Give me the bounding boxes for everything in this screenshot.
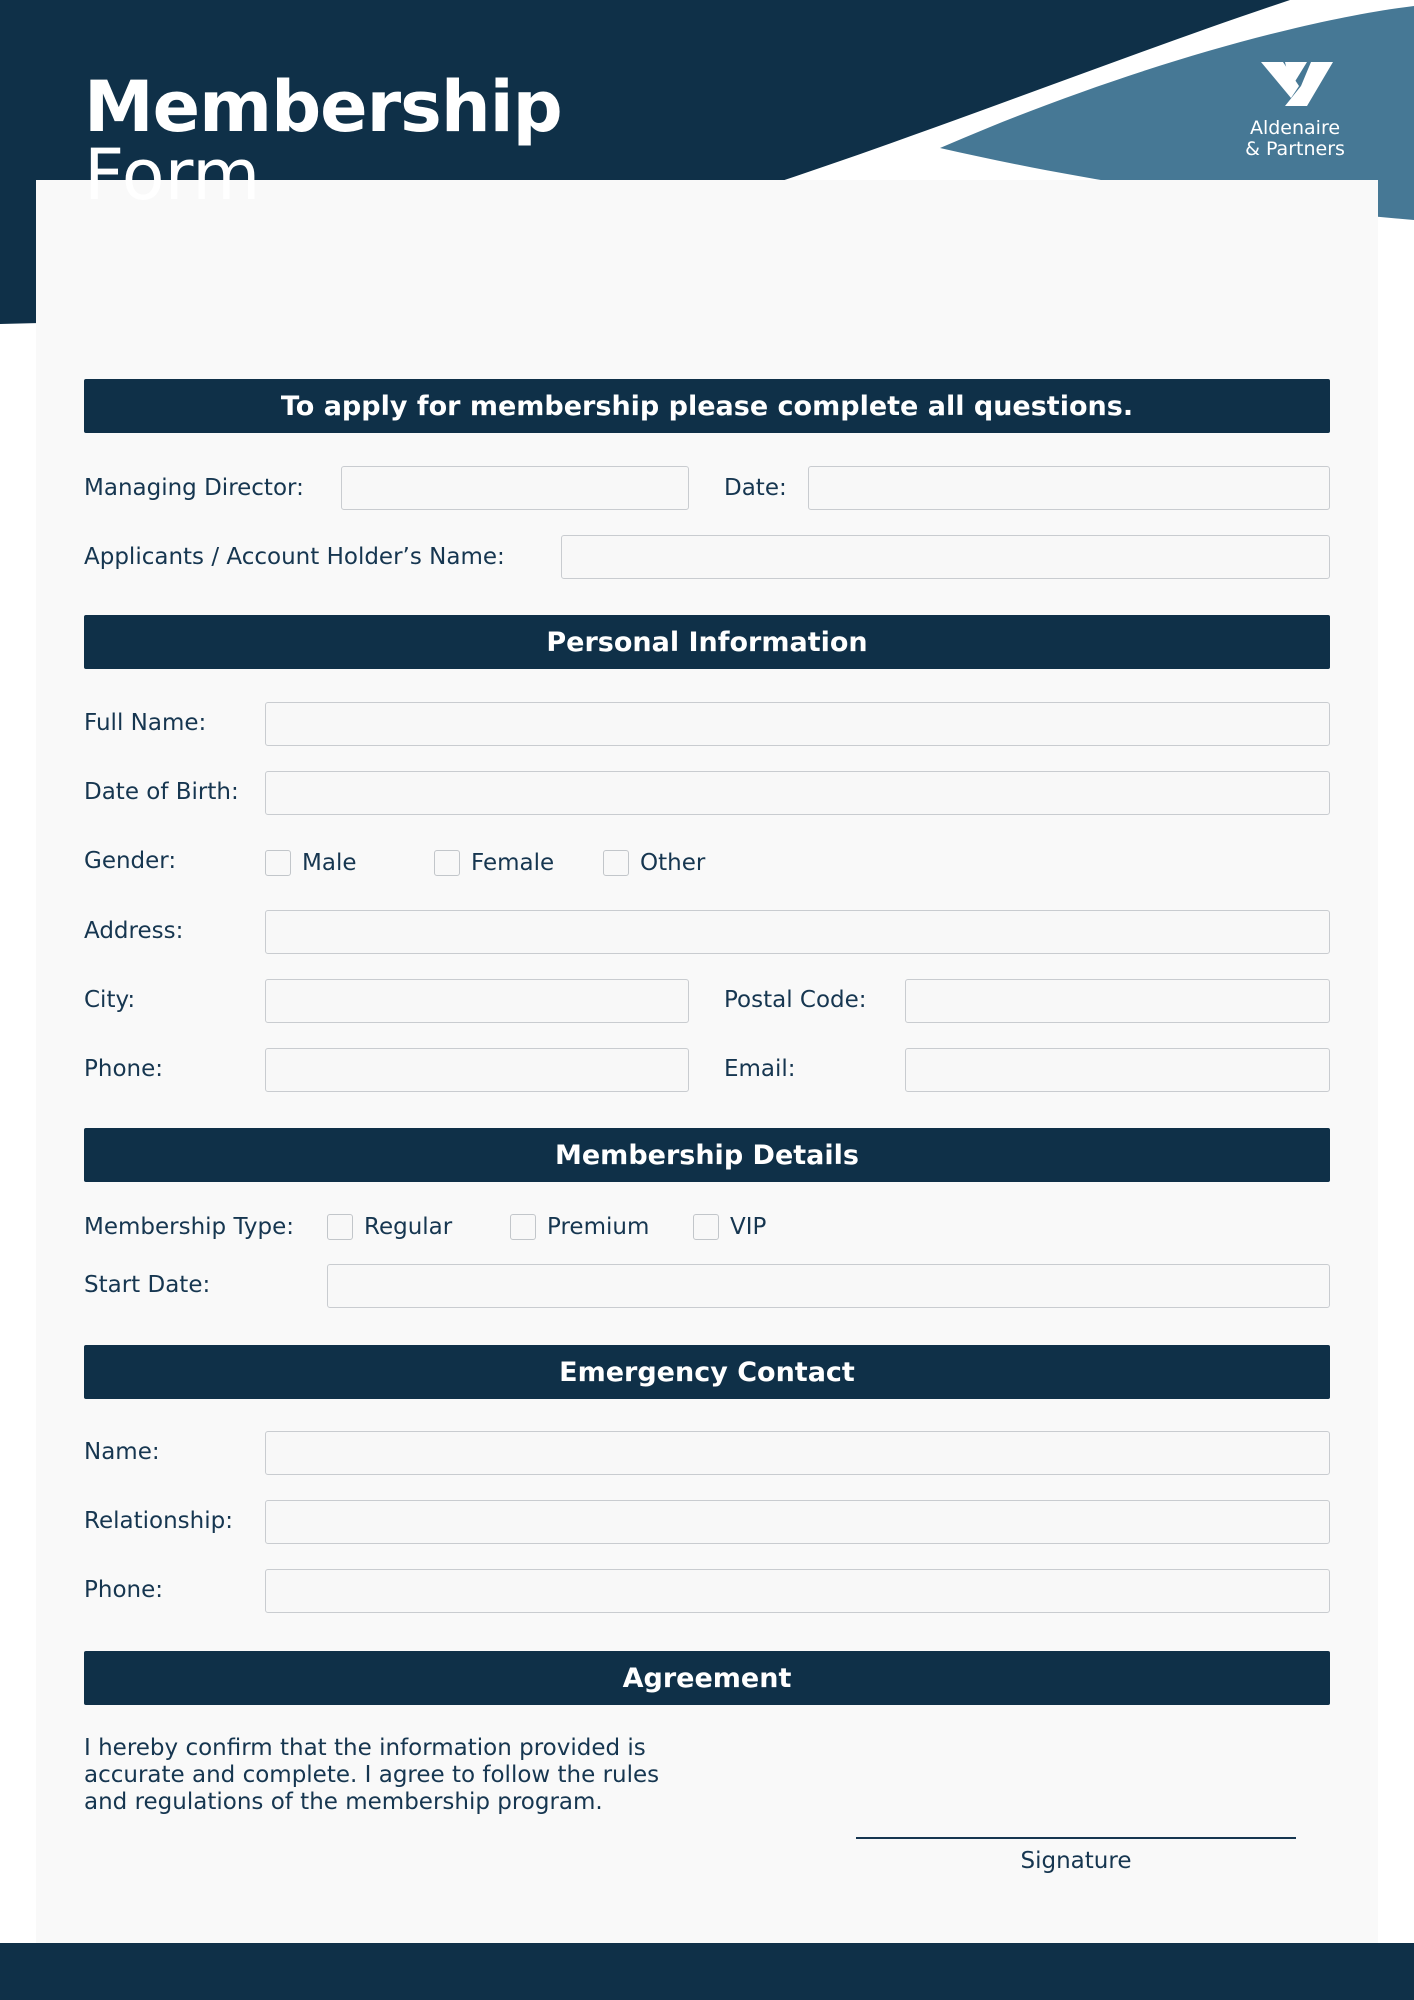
full-name-label: Full Name: (84, 710, 207, 736)
phone-field[interactable] (265, 1048, 689, 1092)
date-label: Date: (724, 475, 787, 501)
full-name-field[interactable] (265, 702, 1330, 746)
membership-type-label: Membership Type: (84, 1214, 295, 1240)
membership-vip-label: VIP (730, 1214, 767, 1240)
signature-label: Signature (1020, 1848, 1132, 1874)
dob-label: Date of Birth: (84, 779, 239, 805)
city-label: City: (84, 987, 136, 1013)
form-subtitle: Form (84, 134, 261, 216)
membership-regular-label: Regular (364, 1214, 453, 1240)
address-field[interactable] (265, 910, 1330, 954)
gender-other-label: Other (640, 850, 706, 876)
emergency-phone-field[interactable] (265, 1569, 1330, 1613)
membership-regular-checkbox[interactable] (327, 1214, 353, 1240)
gender-female-label: Female (471, 850, 555, 876)
gender-male-checkbox[interactable] (265, 850, 291, 876)
agreement-text: I hereby confirm that the information provided is accurate and complete. I agree to follow the rules and regulations of the membership program. (84, 1735, 660, 1815)
address-label: Address: (84, 918, 184, 944)
signature-line[interactable] (856, 1837, 1296, 1839)
start-date-label: Start Date: (84, 1272, 211, 1298)
emergency-name-label: Name: (84, 1439, 160, 1465)
date-field[interactable] (808, 466, 1330, 510)
emergency-name-field[interactable] (265, 1431, 1330, 1475)
personal-info-heading: Personal Information (84, 615, 1330, 669)
email-field[interactable] (905, 1048, 1330, 1092)
chevron-stripes-icon (1255, 62, 1335, 112)
company-logo (1230, 62, 1360, 160)
gender-other-checkbox[interactable] (603, 850, 629, 876)
managing-director-label: Managing Director: (84, 475, 304, 501)
applicant-name-field[interactable] (561, 535, 1330, 579)
membership-details-heading: Membership Details (84, 1128, 1330, 1182)
emergency-phone-label: Phone: (84, 1577, 163, 1603)
form-title: Membership (84, 66, 562, 148)
email-label: Email: (724, 1056, 796, 1082)
city-field[interactable] (265, 979, 689, 1023)
gender-female-checkbox[interactable] (434, 850, 460, 876)
applicant-name-label: Applicants / Account Holder’s Name: (84, 544, 505, 570)
start-date-field[interactable] (327, 1264, 1330, 1308)
logo-name: Aldenaire (1249, 117, 1341, 139)
postal-code-field[interactable] (905, 979, 1330, 1023)
emergency-contact-heading: Emergency Contact (84, 1345, 1330, 1399)
membership-premium-label: Premium (547, 1214, 650, 1240)
footer-bar (0, 1943, 1414, 2000)
gender-label: Gender: (84, 848, 177, 874)
relationship-label: Relationship: (84, 1508, 233, 1534)
agreement-heading: Agreement (84, 1651, 1330, 1705)
membership-premium-checkbox[interactable] (510, 1214, 536, 1240)
instruction-banner: To apply for membership please complete all questions. (84, 379, 1330, 433)
logo-partners: & Partners (1245, 138, 1345, 160)
relationship-field[interactable] (265, 1500, 1330, 1544)
membership-vip-checkbox[interactable] (693, 1214, 719, 1240)
dob-field[interactable] (265, 771, 1330, 815)
managing-director-field[interactable] (341, 466, 689, 510)
phone-label: Phone: (84, 1056, 163, 1082)
postal-code-label: Postal Code: (724, 987, 867, 1013)
gender-male-label: Male (302, 850, 357, 876)
